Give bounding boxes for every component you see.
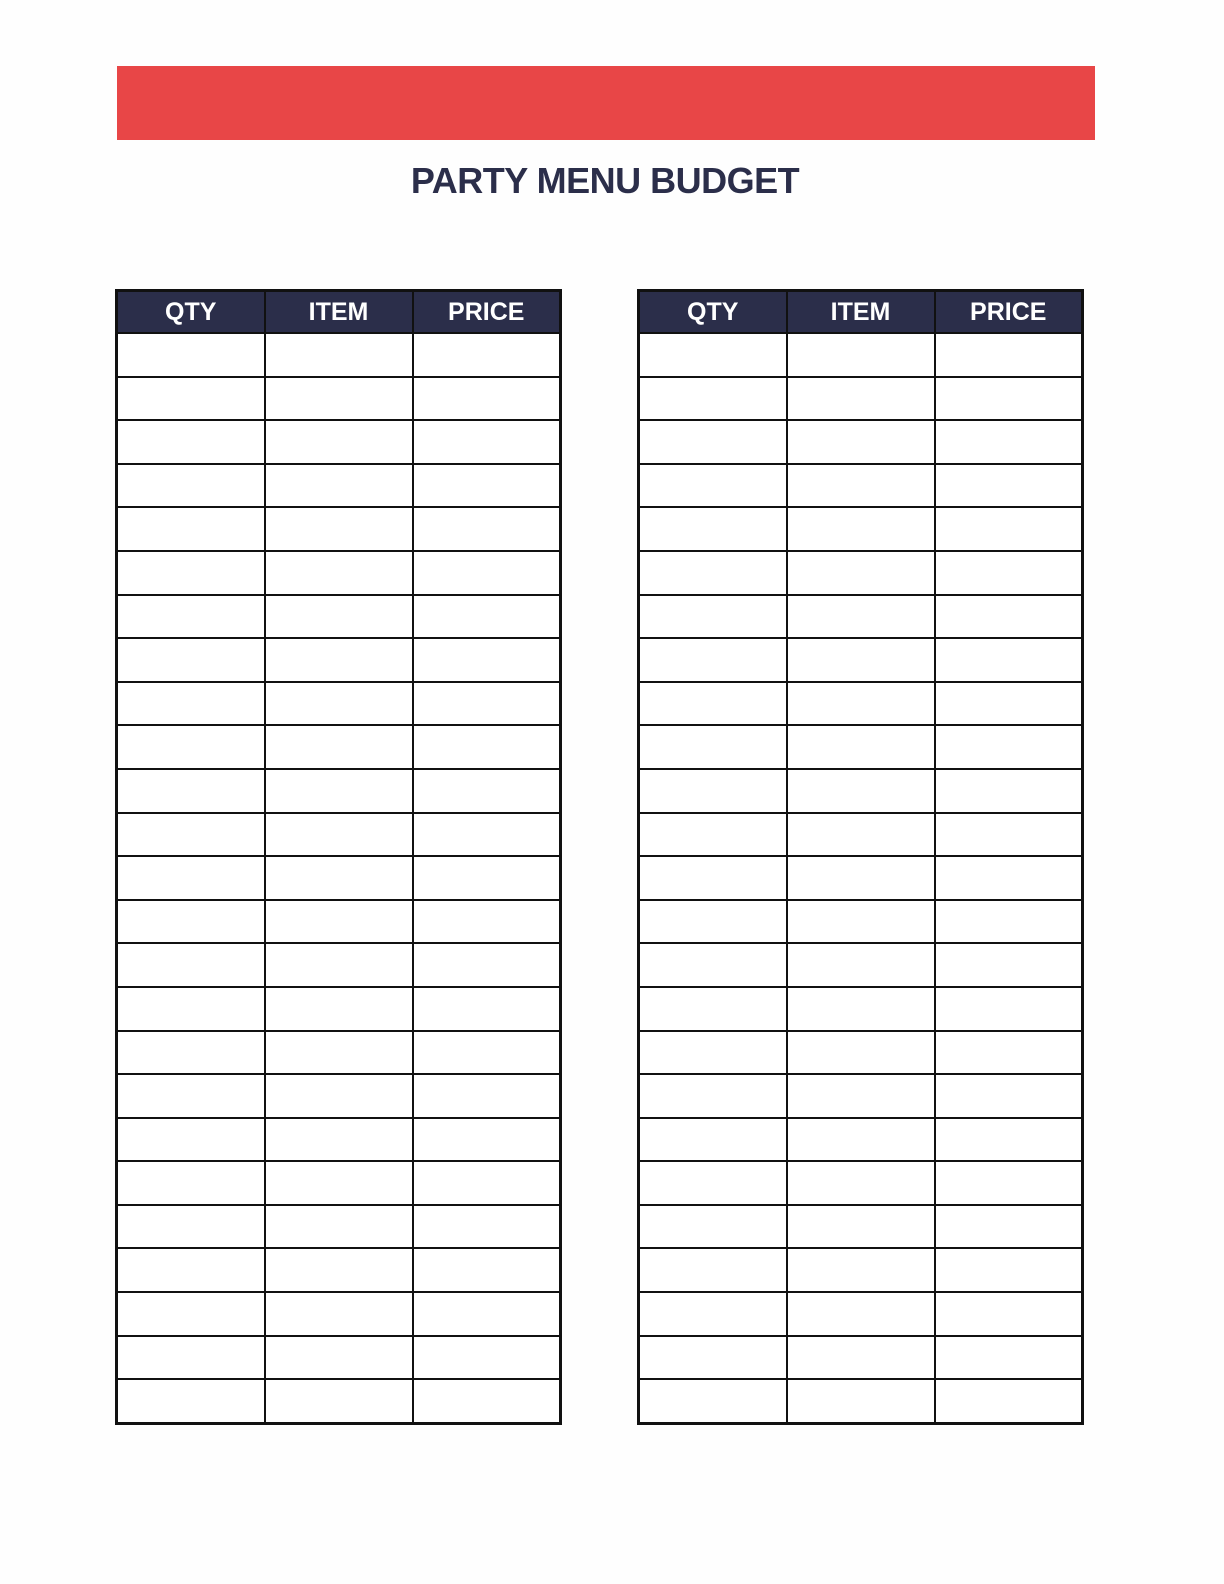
cell-price[interactable]	[413, 1074, 561, 1118]
cell-qty[interactable]	[639, 1205, 787, 1249]
cell-qty[interactable]	[117, 1248, 265, 1292]
table-row	[117, 1161, 561, 1205]
cell-item[interactable]	[265, 769, 413, 813]
table-header-row	[639, 291, 1083, 334]
cell-item[interactable]	[265, 682, 413, 726]
table-row	[639, 900, 1083, 944]
cell-qty[interactable]	[117, 1205, 265, 1249]
cell-price[interactable]	[935, 377, 1083, 421]
cell-qty[interactable]	[117, 943, 265, 987]
cell-qty[interactable]	[117, 987, 265, 1031]
table-row	[639, 595, 1083, 639]
cell-item[interactable]	[265, 1118, 413, 1162]
cell-item[interactable]	[787, 725, 935, 769]
cell-item[interactable]	[265, 420, 413, 464]
cell-price[interactable]	[935, 1292, 1083, 1336]
table-row	[117, 856, 561, 900]
cell-item[interactable]	[265, 638, 413, 682]
cell-qty[interactable]	[117, 1379, 265, 1423]
cell-item[interactable]	[265, 813, 413, 857]
column-header-item: ITEM	[787, 291, 935, 334]
cell-qty[interactable]	[639, 725, 787, 769]
cell-price[interactable]	[413, 900, 561, 944]
table-row	[639, 1074, 1083, 1118]
cell-qty[interactable]	[117, 1031, 265, 1075]
table-row	[117, 595, 561, 639]
table-row	[117, 1118, 561, 1162]
cell-qty[interactable]	[117, 1292, 265, 1336]
cell-qty[interactable]	[639, 1379, 787, 1423]
cell-qty[interactable]	[117, 638, 265, 682]
table-row	[117, 377, 561, 421]
table-row	[639, 1379, 1083, 1423]
table-row	[639, 1205, 1083, 1249]
cell-qty[interactable]	[117, 464, 265, 508]
cell-price[interactable]	[413, 682, 561, 726]
column-header-price: PRICE	[413, 291, 561, 334]
cell-price[interactable]	[413, 1031, 561, 1075]
cell-qty[interactable]	[117, 1161, 265, 1205]
table-row	[639, 682, 1083, 726]
cell-item[interactable]	[265, 1074, 413, 1118]
cell-price[interactable]	[413, 507, 561, 551]
cell-qty[interactable]	[117, 725, 265, 769]
table-row	[117, 507, 561, 551]
cell-qty[interactable]	[117, 1118, 265, 1162]
cell-qty[interactable]	[639, 1118, 787, 1162]
cell-item[interactable]	[787, 900, 935, 944]
cell-item[interactable]	[787, 943, 935, 987]
cell-price[interactable]	[413, 420, 561, 464]
cell-item[interactable]	[265, 987, 413, 1031]
cell-item[interactable]	[265, 1292, 413, 1336]
cell-qty[interactable]	[117, 813, 265, 857]
cell-item[interactable]	[787, 420, 935, 464]
cell-price[interactable]	[935, 1336, 1083, 1380]
cell-item[interactable]	[265, 1336, 413, 1380]
cell-qty[interactable]	[639, 1292, 787, 1336]
cell-item[interactable]	[265, 1161, 413, 1205]
cell-item[interactable]	[787, 813, 935, 857]
cell-item[interactable]	[787, 1292, 935, 1336]
cell-item[interactable]	[787, 464, 935, 508]
cell-qty[interactable]	[117, 377, 265, 421]
cell-price[interactable]	[413, 464, 561, 508]
cell-item[interactable]	[787, 769, 935, 813]
cell-qty[interactable]	[639, 1161, 787, 1205]
cell-price[interactable]	[935, 856, 1083, 900]
cell-price[interactable]	[935, 943, 1083, 987]
cell-price[interactable]	[413, 333, 561, 377]
cell-price[interactable]	[935, 813, 1083, 857]
table-row	[117, 943, 561, 987]
table-row	[639, 1031, 1083, 1075]
cell-item[interactable]	[265, 900, 413, 944]
cell-qty[interactable]	[639, 377, 787, 421]
cell-qty[interactable]	[639, 507, 787, 551]
cell-price[interactable]	[413, 725, 561, 769]
cell-price[interactable]	[413, 943, 561, 987]
cell-qty[interactable]	[117, 1074, 265, 1118]
cell-price[interactable]	[413, 595, 561, 639]
table-row	[639, 420, 1083, 464]
column-header-qty: QTY	[117, 291, 265, 334]
cell-price[interactable]	[935, 1161, 1083, 1205]
cell-price[interactable]	[935, 725, 1083, 769]
table-row	[639, 464, 1083, 508]
cell-item[interactable]	[265, 1379, 413, 1423]
cell-item[interactable]	[787, 595, 935, 639]
cell-price[interactable]	[413, 1336, 561, 1380]
table-row	[639, 1336, 1083, 1380]
table-row	[117, 464, 561, 508]
table-row	[117, 551, 561, 595]
cell-price[interactable]	[413, 1161, 561, 1205]
cell-item[interactable]	[787, 551, 935, 595]
cell-item[interactable]	[787, 1031, 935, 1075]
cell-item[interactable]	[787, 987, 935, 1031]
cell-qty[interactable]	[639, 943, 787, 987]
table-row	[117, 420, 561, 464]
cell-qty[interactable]	[639, 333, 787, 377]
cell-qty[interactable]	[639, 987, 787, 1031]
cell-qty[interactable]	[639, 813, 787, 857]
cell-item[interactable]	[787, 507, 935, 551]
table-row	[639, 1248, 1083, 1292]
cell-price[interactable]	[935, 507, 1083, 551]
table-row	[639, 333, 1083, 377]
table-row	[117, 333, 561, 377]
table-row	[117, 769, 561, 813]
cell-qty[interactable]	[117, 333, 265, 377]
cell-price[interactable]	[935, 1379, 1083, 1423]
table-row	[639, 377, 1083, 421]
cell-item[interactable]	[265, 1031, 413, 1075]
table-row	[639, 856, 1083, 900]
cell-qty[interactable]	[639, 769, 787, 813]
cell-price[interactable]	[935, 1205, 1083, 1249]
table-row	[639, 1292, 1083, 1336]
cell-qty[interactable]	[639, 1074, 787, 1118]
budget-table-left	[115, 289, 562, 1425]
cell-price[interactable]	[935, 1118, 1083, 1162]
cell-qty[interactable]	[117, 551, 265, 595]
cell-item[interactable]	[265, 595, 413, 639]
table-row	[639, 1118, 1083, 1162]
table-row	[639, 638, 1083, 682]
table-body	[117, 333, 561, 1423]
cell-item[interactable]	[265, 464, 413, 508]
cell-qty[interactable]	[639, 900, 787, 944]
table-row	[117, 1205, 561, 1249]
cell-price[interactable]	[413, 377, 561, 421]
cell-item[interactable]	[787, 856, 935, 900]
cell-price[interactable]	[413, 856, 561, 900]
table-row	[117, 987, 561, 1031]
cell-item[interactable]	[265, 943, 413, 987]
cell-price[interactable]	[935, 638, 1083, 682]
cell-price[interactable]	[935, 464, 1083, 508]
table-row	[117, 725, 561, 769]
table-row	[117, 1336, 561, 1380]
cell-item[interactable]	[265, 725, 413, 769]
table-row	[639, 813, 1083, 857]
cell-qty[interactable]	[117, 420, 265, 464]
cell-price[interactable]	[935, 595, 1083, 639]
cell-price[interactable]	[935, 682, 1083, 726]
cell-item[interactable]	[787, 1336, 935, 1380]
table-body	[639, 333, 1083, 1423]
column-header-item: ITEM	[265, 291, 413, 334]
table-row	[639, 507, 1083, 551]
cell-qty[interactable]	[117, 1336, 265, 1380]
page-title: PARTY MENU BUDGET	[410, 160, 800, 201]
cell-price[interactable]	[413, 987, 561, 1031]
cell-price[interactable]	[413, 769, 561, 813]
cell-price[interactable]	[935, 1248, 1083, 1292]
table-row	[117, 813, 561, 857]
cell-item[interactable]	[265, 1205, 413, 1249]
table-header-row	[117, 291, 561, 334]
table-row	[639, 551, 1083, 595]
cell-price[interactable]	[413, 551, 561, 595]
column-header-qty: QTY	[639, 291, 787, 334]
table-row	[639, 725, 1083, 769]
table-row	[639, 987, 1083, 1031]
table-row	[117, 1031, 561, 1075]
cell-item[interactable]	[787, 1118, 935, 1162]
column-header-price: PRICE	[935, 291, 1083, 334]
table-row	[639, 769, 1083, 813]
cell-item[interactable]	[787, 1248, 935, 1292]
cell-price[interactable]	[935, 420, 1083, 464]
cell-qty[interactable]	[639, 464, 787, 508]
cell-qty[interactable]	[117, 507, 265, 551]
cell-price[interactable]	[935, 769, 1083, 813]
cell-qty[interactable]	[639, 595, 787, 639]
cell-price[interactable]	[413, 1205, 561, 1249]
cell-qty[interactable]	[117, 900, 265, 944]
cell-price[interactable]	[935, 1031, 1083, 1075]
cell-qty[interactable]	[639, 1031, 787, 1075]
table-row	[117, 1292, 561, 1336]
cell-item[interactable]	[787, 1161, 935, 1205]
cell-qty[interactable]	[639, 420, 787, 464]
cell-qty[interactable]	[639, 1336, 787, 1380]
budget-table-right	[637, 289, 1084, 1425]
cell-item[interactable]	[265, 377, 413, 421]
cell-price[interactable]	[935, 987, 1083, 1031]
cell-price[interactable]	[935, 551, 1083, 595]
cell-item[interactable]	[265, 856, 413, 900]
table-row	[639, 943, 1083, 987]
cell-item[interactable]	[787, 1205, 935, 1249]
cell-qty[interactable]	[117, 769, 265, 813]
table-row	[117, 682, 561, 726]
cell-item[interactable]	[787, 1074, 935, 1118]
cell-price[interactable]	[413, 1118, 561, 1162]
cell-qty[interactable]	[639, 1248, 787, 1292]
table-row	[117, 1379, 561, 1423]
table-row	[117, 1074, 561, 1118]
table-row	[639, 1161, 1083, 1205]
cell-qty[interactable]	[117, 856, 265, 900]
cell-price[interactable]	[413, 1248, 561, 1292]
cell-price[interactable]	[413, 638, 561, 682]
cell-item[interactable]	[265, 551, 413, 595]
cell-qty[interactable]	[639, 638, 787, 682]
cell-price[interactable]	[413, 1292, 561, 1336]
cell-price[interactable]	[935, 900, 1083, 944]
cell-item[interactable]	[265, 1248, 413, 1292]
cell-item[interactable]	[787, 638, 935, 682]
cell-qty[interactable]	[639, 856, 787, 900]
cell-item[interactable]	[787, 1379, 935, 1423]
cell-price[interactable]	[935, 333, 1083, 377]
cell-price[interactable]	[935, 1074, 1083, 1118]
table-row	[117, 1248, 561, 1292]
cell-qty[interactable]	[639, 551, 787, 595]
cell-item[interactable]	[265, 333, 413, 377]
cell-price[interactable]	[413, 1379, 561, 1423]
cell-item[interactable]	[265, 507, 413, 551]
cell-qty[interactable]	[117, 682, 265, 726]
header-banner	[117, 66, 1095, 140]
cell-price[interactable]	[413, 813, 561, 857]
table-row	[117, 638, 561, 682]
cell-item[interactable]	[787, 682, 935, 726]
cell-item[interactable]	[787, 377, 935, 421]
table-row	[117, 900, 561, 944]
cell-qty[interactable]	[117, 595, 265, 639]
cell-item[interactable]	[787, 333, 935, 377]
cell-qty[interactable]	[639, 682, 787, 726]
